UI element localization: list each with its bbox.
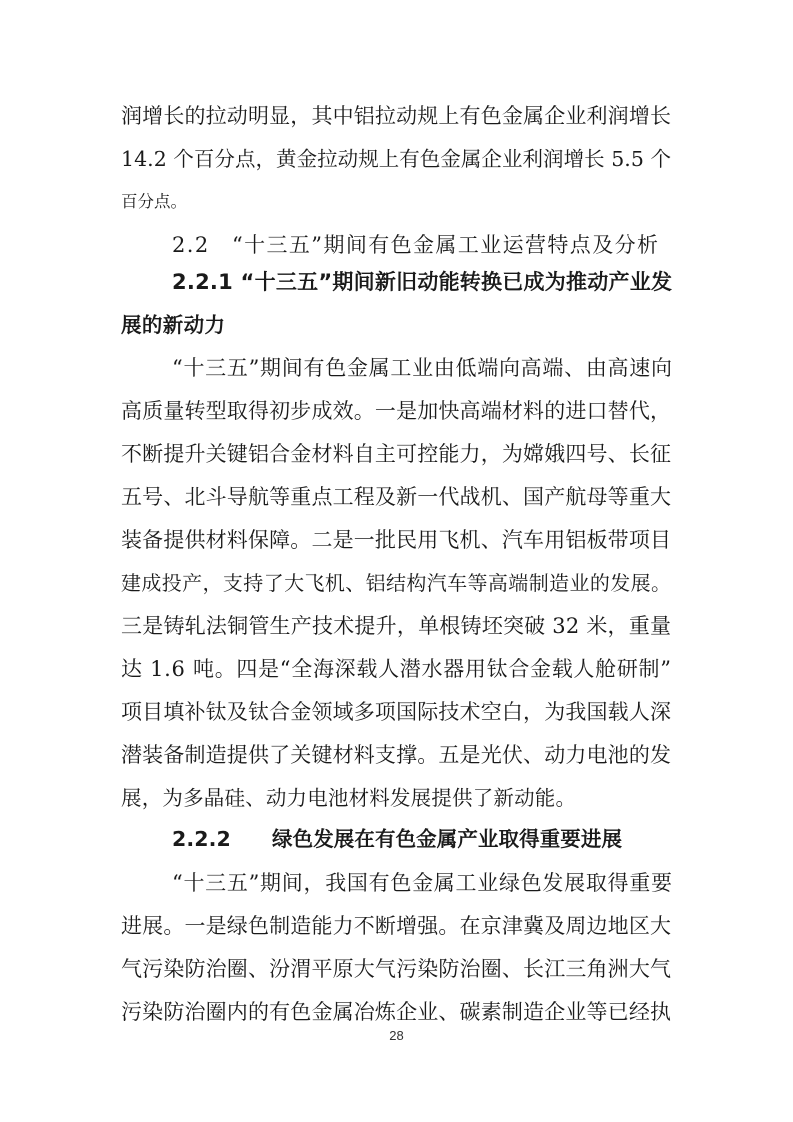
body-line: 气污染防治圈、汾渭平原大气污染防治圈、长江三角洲大气 [121, 957, 672, 981]
body-line: 污染防治圈内的有色金属冶炼企业、碳素制造企业等已经执 [121, 1000, 672, 1024]
subsection-heading: 2.2.2 绿色发展在有色金属产业取得重要进展 [172, 827, 623, 851]
body-line: 润增长的拉动明显，其中铝拉动规上有色金属企业利润增长 [121, 104, 672, 128]
body-line: 建成投产，支持了大飞机、铝结构汽车等高端制造业的发展。 [121, 571, 672, 595]
body-line: 装备提供材料保障。二是一批民用飞机、汽车用铝板带项目 [121, 528, 672, 552]
body-line: 项目填补钛及钛合金领域多项国际技术空白，为我国载人深 [121, 700, 672, 724]
body-line: “十三五”期间有色金属工业由低端向高端、由高速向 [172, 356, 673, 380]
subsection-heading: 展的新动力 [121, 313, 226, 337]
body-line: “十三五”期间，我国有色金属工业绿色发展取得重要 [172, 871, 673, 895]
page-number: 28 [389, 1028, 404, 1043]
body-line: 潜装备制造提供了关键材料支撑。五是光伏、动力电池的发 [121, 743, 672, 767]
body-line: 百分点。 [121, 192, 187, 211]
body-line: 展，为多晶硅、动力电池材料发展提供了新动能。 [121, 786, 577, 810]
body-line: 达 1.6 吨。四是“全海深载人潜水器用钛合金载人舱研制” [121, 657, 672, 681]
subsection-heading: 2.2.1 “十三五”期间新旧动能转换已成为推动产业发 [172, 270, 673, 294]
body-line: 高质量转型取得初步成效。一是加快高端材料的进口替代， [121, 399, 672, 423]
body-line: 不断提升关键铝合金材料自主可控能力，为嫦娥四号、长征 [121, 442, 672, 466]
body-line: 五号、北斗导航等重点工程及新一代战机、国产航母等重大 [121, 485, 672, 509]
body-line: 三是铸轧法铜管生产技术提升，单根铸坯突破 32 米，重量 [121, 614, 672, 638]
body-line: 进展。一是绿色制造能力不断增强。在京津冀及周边地区大 [121, 914, 672, 938]
section-heading: 2.2 “十三五”期间有色金属工业运营特点及分析 [172, 233, 660, 257]
body-line: 14.2 个百分点，黄金拉动规上有色金属企业利润增长 5.5 个 [121, 147, 672, 171]
